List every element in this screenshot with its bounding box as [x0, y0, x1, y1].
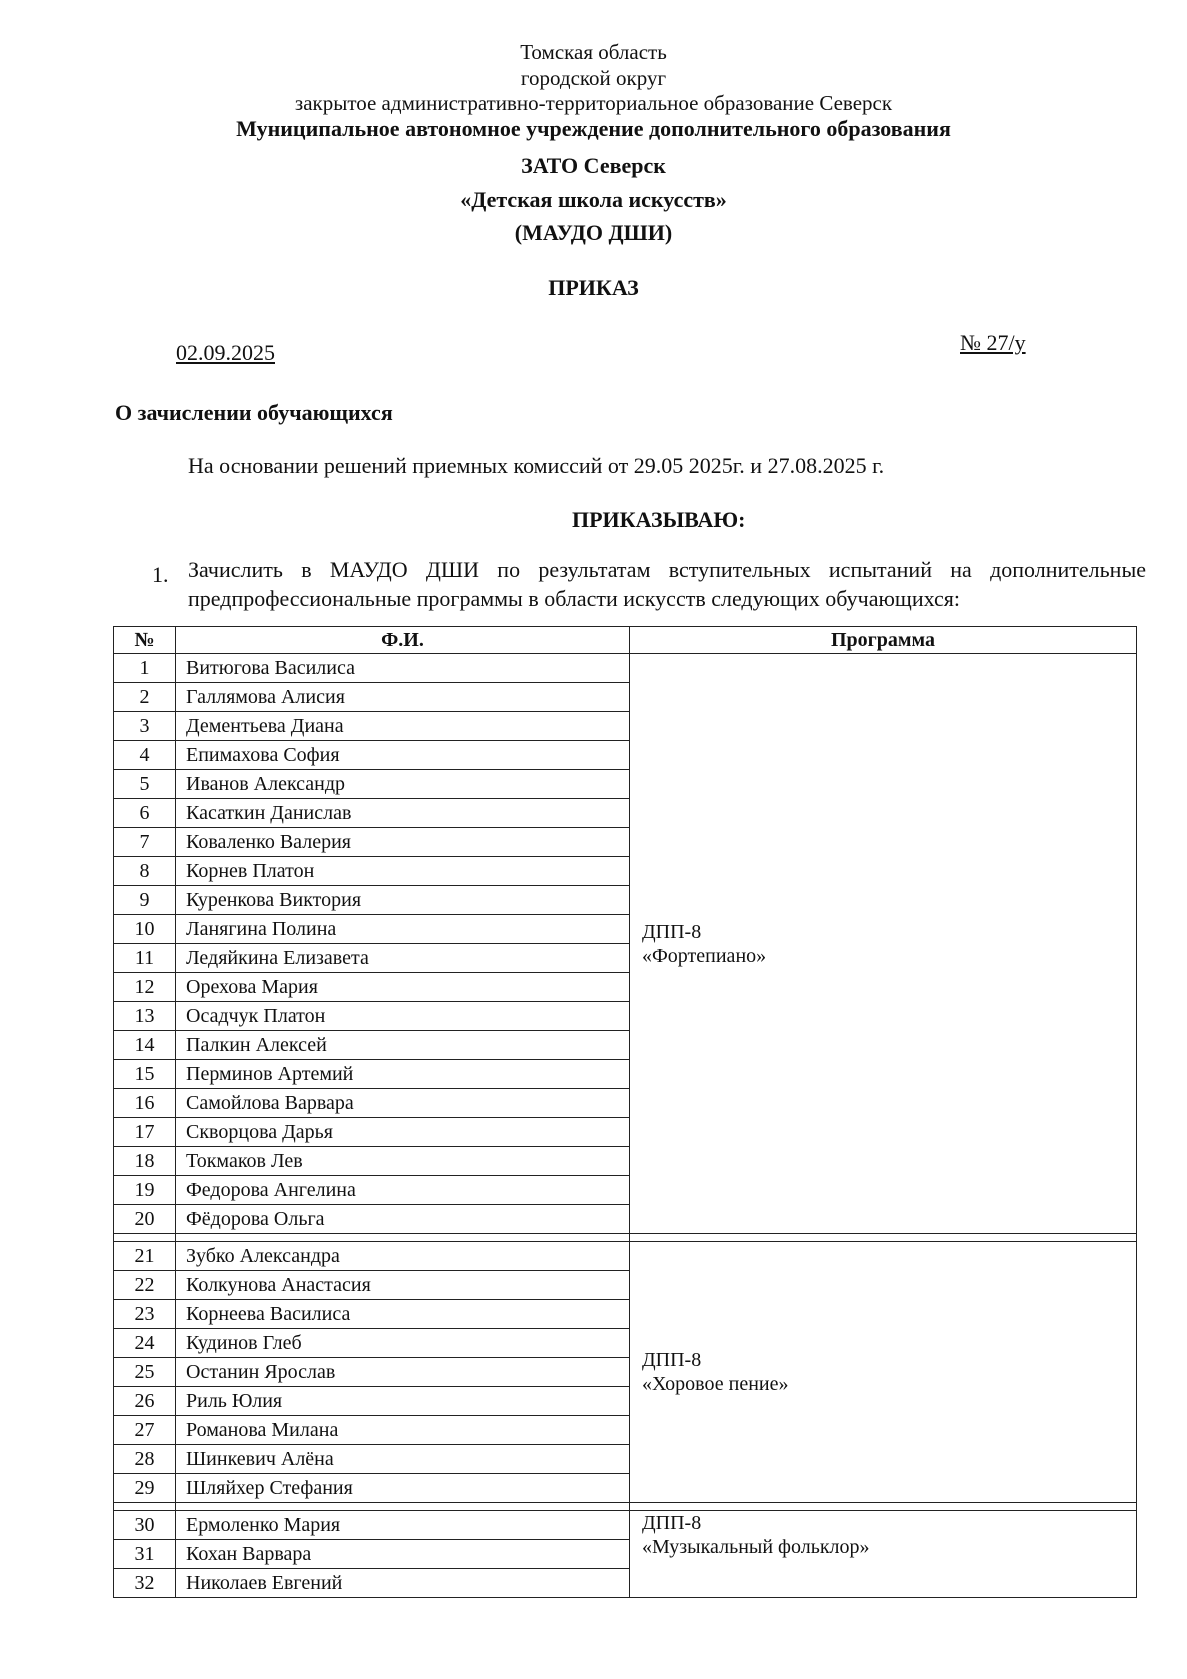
- org-abbreviation: (МАУДО ДШИ): [514, 220, 673, 245]
- program-cell: [630, 654, 1137, 1234]
- student-name: Останин Ярослав: [176, 1358, 630, 1387]
- doc-type-title: ПРИКАЗ: [548, 275, 639, 300]
- row-number: 4: [114, 741, 176, 770]
- table-row: [114, 1511, 1137, 1540]
- student-name: Куренкова Виктория: [176, 886, 630, 915]
- row-number: 32: [114, 1569, 176, 1598]
- student-name: Романова Милана: [176, 1416, 630, 1445]
- student-name: Колкунова Анастасия: [176, 1271, 630, 1300]
- program-code: ДПП-8: [642, 920, 702, 943]
- student-name: Палкин Алексей: [176, 1031, 630, 1060]
- student-name: Фёдорова Ольга: [176, 1205, 630, 1234]
- row-number: 9: [114, 886, 176, 915]
- student-name: Коваленко Валерия: [176, 828, 630, 857]
- org-name: Муниципальное автономное учреждение дополнительного образования: [236, 116, 951, 141]
- student-name: Витюгова Василиса: [176, 654, 630, 683]
- student-name: Зубко Александра: [176, 1242, 630, 1271]
- row-number: 7: [114, 828, 176, 857]
- student-name: Епимахова София: [176, 741, 630, 770]
- header-zato: закрытое административно-территориальное образование Северск: [294, 91, 893, 115]
- program-cell: [630, 1511, 1137, 1598]
- program-cell: [630, 1242, 1137, 1503]
- student-name: Ледяйкина Елизавета: [176, 944, 630, 973]
- separator-cell: [630, 1234, 1137, 1242]
- org-city: ЗАТО Северск: [521, 153, 666, 178]
- separator-cell: [114, 1234, 176, 1242]
- org-school: «Детская школа искусств»: [460, 187, 727, 212]
- program-code: ДПП-8: [642, 1512, 702, 1534]
- student-name: Касаткин Данислав: [176, 799, 630, 828]
- row-number: 16: [114, 1089, 176, 1118]
- row-number: 2: [114, 683, 176, 712]
- row-number: 13: [114, 1002, 176, 1031]
- separator-cell: [630, 1503, 1137, 1511]
- program-title: «Хоровое пение»: [642, 1373, 789, 1395]
- group-separator-row: [114, 1503, 1137, 1511]
- order-number: № 27/у: [960, 330, 1026, 355]
- order-basis: На основании решений приемных комиссий от 29.05 2025г. и 27.08.2025 г.: [188, 453, 885, 478]
- table-row: [114, 1242, 1137, 1271]
- item-number: 1.: [152, 562, 169, 587]
- order-date: 02.09.2025: [176, 340, 275, 365]
- separator-cell: [176, 1234, 630, 1242]
- row-number: 10: [114, 915, 176, 944]
- student-name: Кудинов Глеб: [176, 1329, 630, 1358]
- order-command: ПРИКАЗЫВАЮ:: [572, 507, 746, 532]
- row-number: 18: [114, 1147, 176, 1176]
- program-title: «Музыкальный фольклор»: [642, 1536, 870, 1558]
- row-number: 23: [114, 1300, 176, 1329]
- row-number: 30: [114, 1511, 176, 1540]
- separator-cell: [114, 1503, 176, 1511]
- row-number: 27: [114, 1416, 176, 1445]
- student-name: Федорова Ангелина: [176, 1176, 630, 1205]
- row-number: 22: [114, 1271, 176, 1300]
- student-name: Корнеева Василиса: [176, 1300, 630, 1329]
- column-header-number: №: [114, 627, 176, 654]
- student-name: Осадчук Платон: [176, 1002, 630, 1031]
- student-name: Перминов Артемий: [176, 1060, 630, 1089]
- row-number: 12: [114, 973, 176, 1002]
- row-number: 8: [114, 857, 176, 886]
- table-body: [114, 654, 1137, 1598]
- row-number: 29: [114, 1474, 176, 1503]
- item-text-line2: предпрофессиональные программы в области искусств следующих обучающихся:: [188, 586, 960, 611]
- students-table: [113, 626, 1137, 1598]
- separator-cell: [176, 1503, 630, 1511]
- row-number: 24: [114, 1329, 176, 1358]
- row-number: 26: [114, 1387, 176, 1416]
- table-row: [114, 654, 1137, 683]
- table-header-row: [114, 627, 1137, 654]
- student-name: Орехова Мария: [176, 973, 630, 1002]
- student-name: Кохан Варвара: [176, 1540, 630, 1569]
- student-name: Николаев Евгений: [176, 1569, 630, 1598]
- row-number: 1: [114, 654, 176, 683]
- group-separator-row: [114, 1234, 1137, 1242]
- row-number: 28: [114, 1445, 176, 1474]
- header-district: городской округ: [520, 66, 667, 90]
- row-number: 21: [114, 1242, 176, 1271]
- student-name: Иванов Александр: [176, 770, 630, 799]
- student-name: Шляйхер Стефания: [176, 1474, 630, 1503]
- program-code: ДПП-8: [642, 1349, 702, 1371]
- row-number: 15: [114, 1060, 176, 1089]
- item-text-line1: Зачислить в МАУДО ДШИ по результатам вступительных испытаний на дополнительные: [188, 557, 1146, 582]
- row-number: 3: [114, 712, 176, 741]
- row-number: 6: [114, 799, 176, 828]
- row-number: 14: [114, 1031, 176, 1060]
- order-subject: О зачислении обучающихся: [115, 400, 393, 425]
- row-number: 19: [114, 1176, 176, 1205]
- student-name: Ланягина Полина: [176, 915, 630, 944]
- student-name: Дементьева Диана: [176, 712, 630, 741]
- row-number: 25: [114, 1358, 176, 1387]
- row-number: 5: [114, 770, 176, 799]
- row-number: 11: [114, 944, 176, 973]
- student-name: Корнев Платон: [176, 857, 630, 886]
- row-number: 20: [114, 1205, 176, 1234]
- column-header-program: Программа: [630, 627, 1137, 654]
- student-name: Ермоленко Мария: [176, 1511, 630, 1540]
- student-name: Самойлова Варвара: [176, 1089, 630, 1118]
- student-name: Галлямова Алисия: [176, 683, 630, 712]
- row-number: 17: [114, 1118, 176, 1147]
- header-region: Томская область: [520, 40, 667, 64]
- program-title: «Фортепиано»: [642, 944, 767, 967]
- student-name: Риль Юлия: [176, 1387, 630, 1416]
- student-name: Шинкевич Алёна: [176, 1445, 630, 1474]
- column-header-name: Ф.И.: [176, 627, 630, 654]
- row-number: 31: [114, 1540, 176, 1569]
- student-name: Токмаков Лев: [176, 1147, 630, 1176]
- student-name: Скворцова Дарья: [176, 1118, 630, 1147]
